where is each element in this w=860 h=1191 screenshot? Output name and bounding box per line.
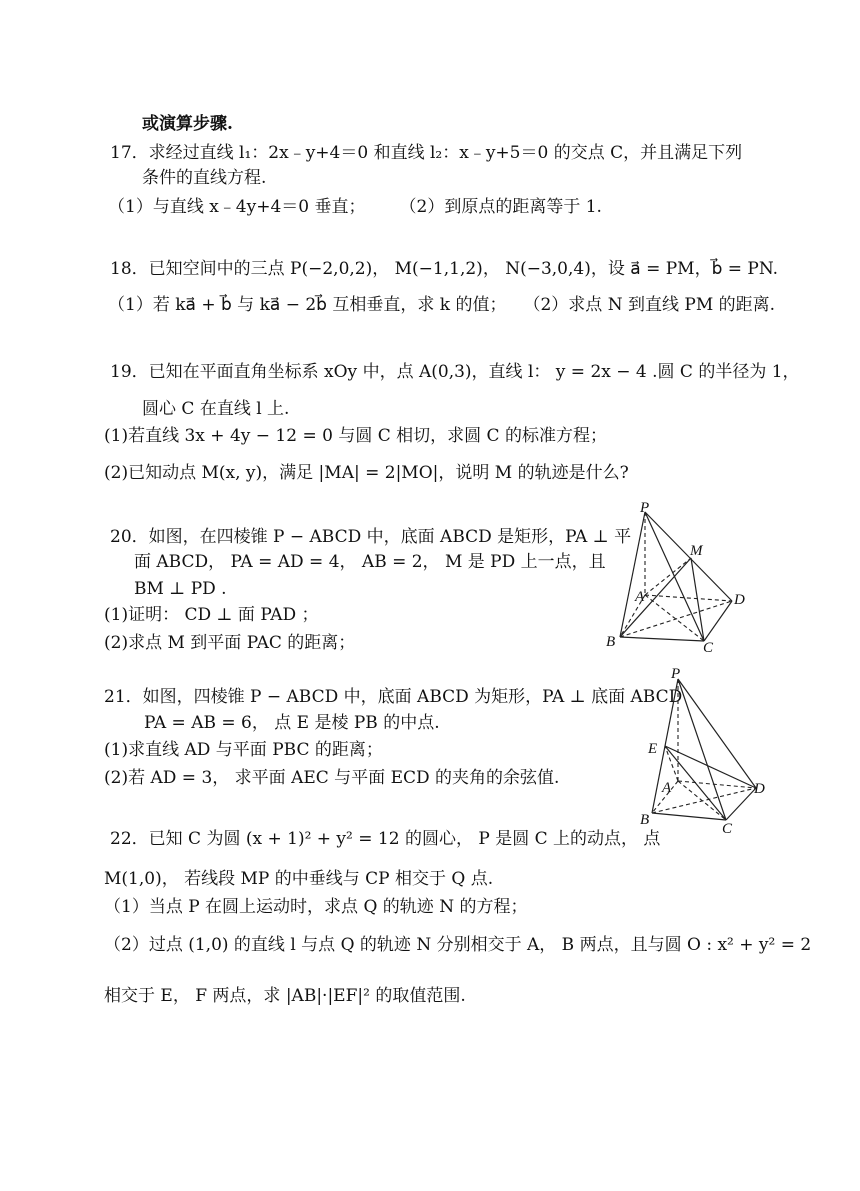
q22-line-4: （2）过点 (1,0) 的直线 l 与点 Q 的轨迹 N 分别相交于 A， B 两点，且与圆 O : x² + y² = 2 (104, 935, 812, 955)
fig20-label-a: A (635, 589, 645, 605)
q20-line-2: 面 ABCD， PA = AD = 4， AB = 2， M 是 PD 上一点，且 (134, 552, 606, 572)
fig21-label-c: C (722, 821, 733, 837)
q22-line-3: （1）当点 P 在圆上运动时，求点 Q 的轨迹 N 的方程； (104, 897, 528, 917)
fig21-label-d: D (754, 781, 765, 797)
q19-line-1: 19．已知在平面直角坐标系 xOy 中，点 A(0,3)，直线 l： y = 2x − 4 .圆 C 的半径为 1， (110, 362, 800, 382)
q21-line-4: (2)若 AD = 3， 求平面 AEC 与平面 ECD 的夹角的余弦值. (104, 768, 560, 788)
q17-line-2: 条件的直线方程. (142, 168, 267, 188)
q18-line-2: （1）若 ka⃗ + b⃗ 与 ka⃗ − 2b⃗ 互相垂直，求 k 的值； （2）求点 N 到直线 PM 的距离. (108, 295, 776, 315)
fig20-label-c: C (703, 640, 714, 656)
q19-line-2: 圆心 C 在直线 l 上. (142, 399, 290, 419)
q17-line-1: 17．求经过直线 l₁：2x﹣y+4＝0 和直线 l₂：x﹣y+5＝0 的交点 C，并且满足下列 (110, 143, 743, 163)
fig21-label-a: A (662, 780, 672, 796)
fig20-label-d: D (734, 592, 745, 608)
fig20-label-m: M (690, 543, 703, 559)
q21-line-3: (1)求直线 AD 与平面 PBC 的距离； (104, 740, 383, 760)
q19-line-4: (2)已知动点 M(x, y)，满足 |MA| = 2|MO|，说明 M 的轨迹是什么? (104, 463, 629, 483)
q22-line-5: 相交于 E， F 两点，求 |AB|·|EF|² 的取值范围. (104, 986, 466, 1006)
fig21-label-p: P (671, 666, 681, 682)
q17-line-3: （1）与直线 x﹣4y+4＝0 垂直； （2）到原点的距离等于 1. (108, 197, 602, 217)
pyramid-figure-q21 (640, 665, 770, 840)
q20-line-4: (1)证明： CD ⊥ 面 PAD ； (104, 605, 319, 625)
q21-line-1: 21．如图，四棱锥 P − ABCD 中，底面 ABCD 为矩形，PA ⊥ 底面 ABCD (104, 687, 683, 707)
q20-line-1: 20．如图，在四棱锥 P − ABCD 中，底面 ABCD 是矩形，PA ⊥ 平 (110, 527, 632, 547)
q18-line-1: 18．已知空间中的三点 P(−2,0,2)， M(−1,1,2)， N(−3,0,4)，设 a⃗ = PM，b⃗ = PN. (110, 259, 779, 279)
fig21-label-b: B (640, 812, 650, 828)
fig20-label-p: P (640, 500, 650, 516)
fig20-label-b: B (606, 634, 616, 650)
intro-line: 或演算步骤. (142, 114, 233, 134)
q21-line-2: PA = AB = 6， 点 E 是棱 PB 的中点. (144, 713, 440, 733)
q22-line-1: 22．已知 C 为圆 (x + 1)² + y² = 12 的圆心， P 是圆 C 上的动点， 点 (110, 829, 661, 849)
q20-line-3: BM ⊥ PD . (134, 579, 227, 599)
q19-line-3: (1)若直线 3x + 4y − 12 = 0 与圆 C 相切，求圆 C 的标准方程； (104, 426, 607, 446)
q22-line-2: M(1,0)， 若线段 MP 的中垂线与 CP 相交于 Q 点. (104, 869, 494, 889)
pyramid-figure-q20 (600, 500, 760, 660)
q20-line-5: (2)求点 M 到平面 PAC 的距离； (104, 633, 356, 653)
fig21-label-e: E (648, 741, 658, 757)
